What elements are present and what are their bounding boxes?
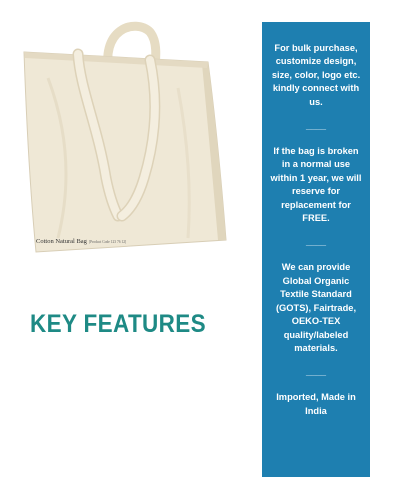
replacement-text: If the bag is broken in a normal use within 1 year, we will reserve for replacement for FREE.: [270, 146, 362, 224]
separator: ____: [305, 367, 327, 378]
info-panel: [262, 22, 370, 477]
image-caption: [36, 238, 236, 245]
separator: ____: [305, 237, 327, 248]
certification-text: We can provide Global Organic Textile Standard (GOTS), Fairtrade, OEKO-TEX quality/labeled materials.: [275, 262, 357, 353]
caption-product-code: [Product Code 123 76 12]: [88, 240, 127, 244]
tote-bag-image: [18, 18, 236, 256]
separator: ____: [305, 121, 327, 132]
bulk-purchase-text: For bulk purchase, customize design, size, color, logo etc. kindly connect with us.: [271, 43, 361, 107]
origin-text: Imported, Made in India: [276, 392, 356, 416]
key-features-heading: KEY FEATURES: [30, 310, 207, 338]
caption-main: Cotton Natural Bag: [36, 238, 87, 245]
